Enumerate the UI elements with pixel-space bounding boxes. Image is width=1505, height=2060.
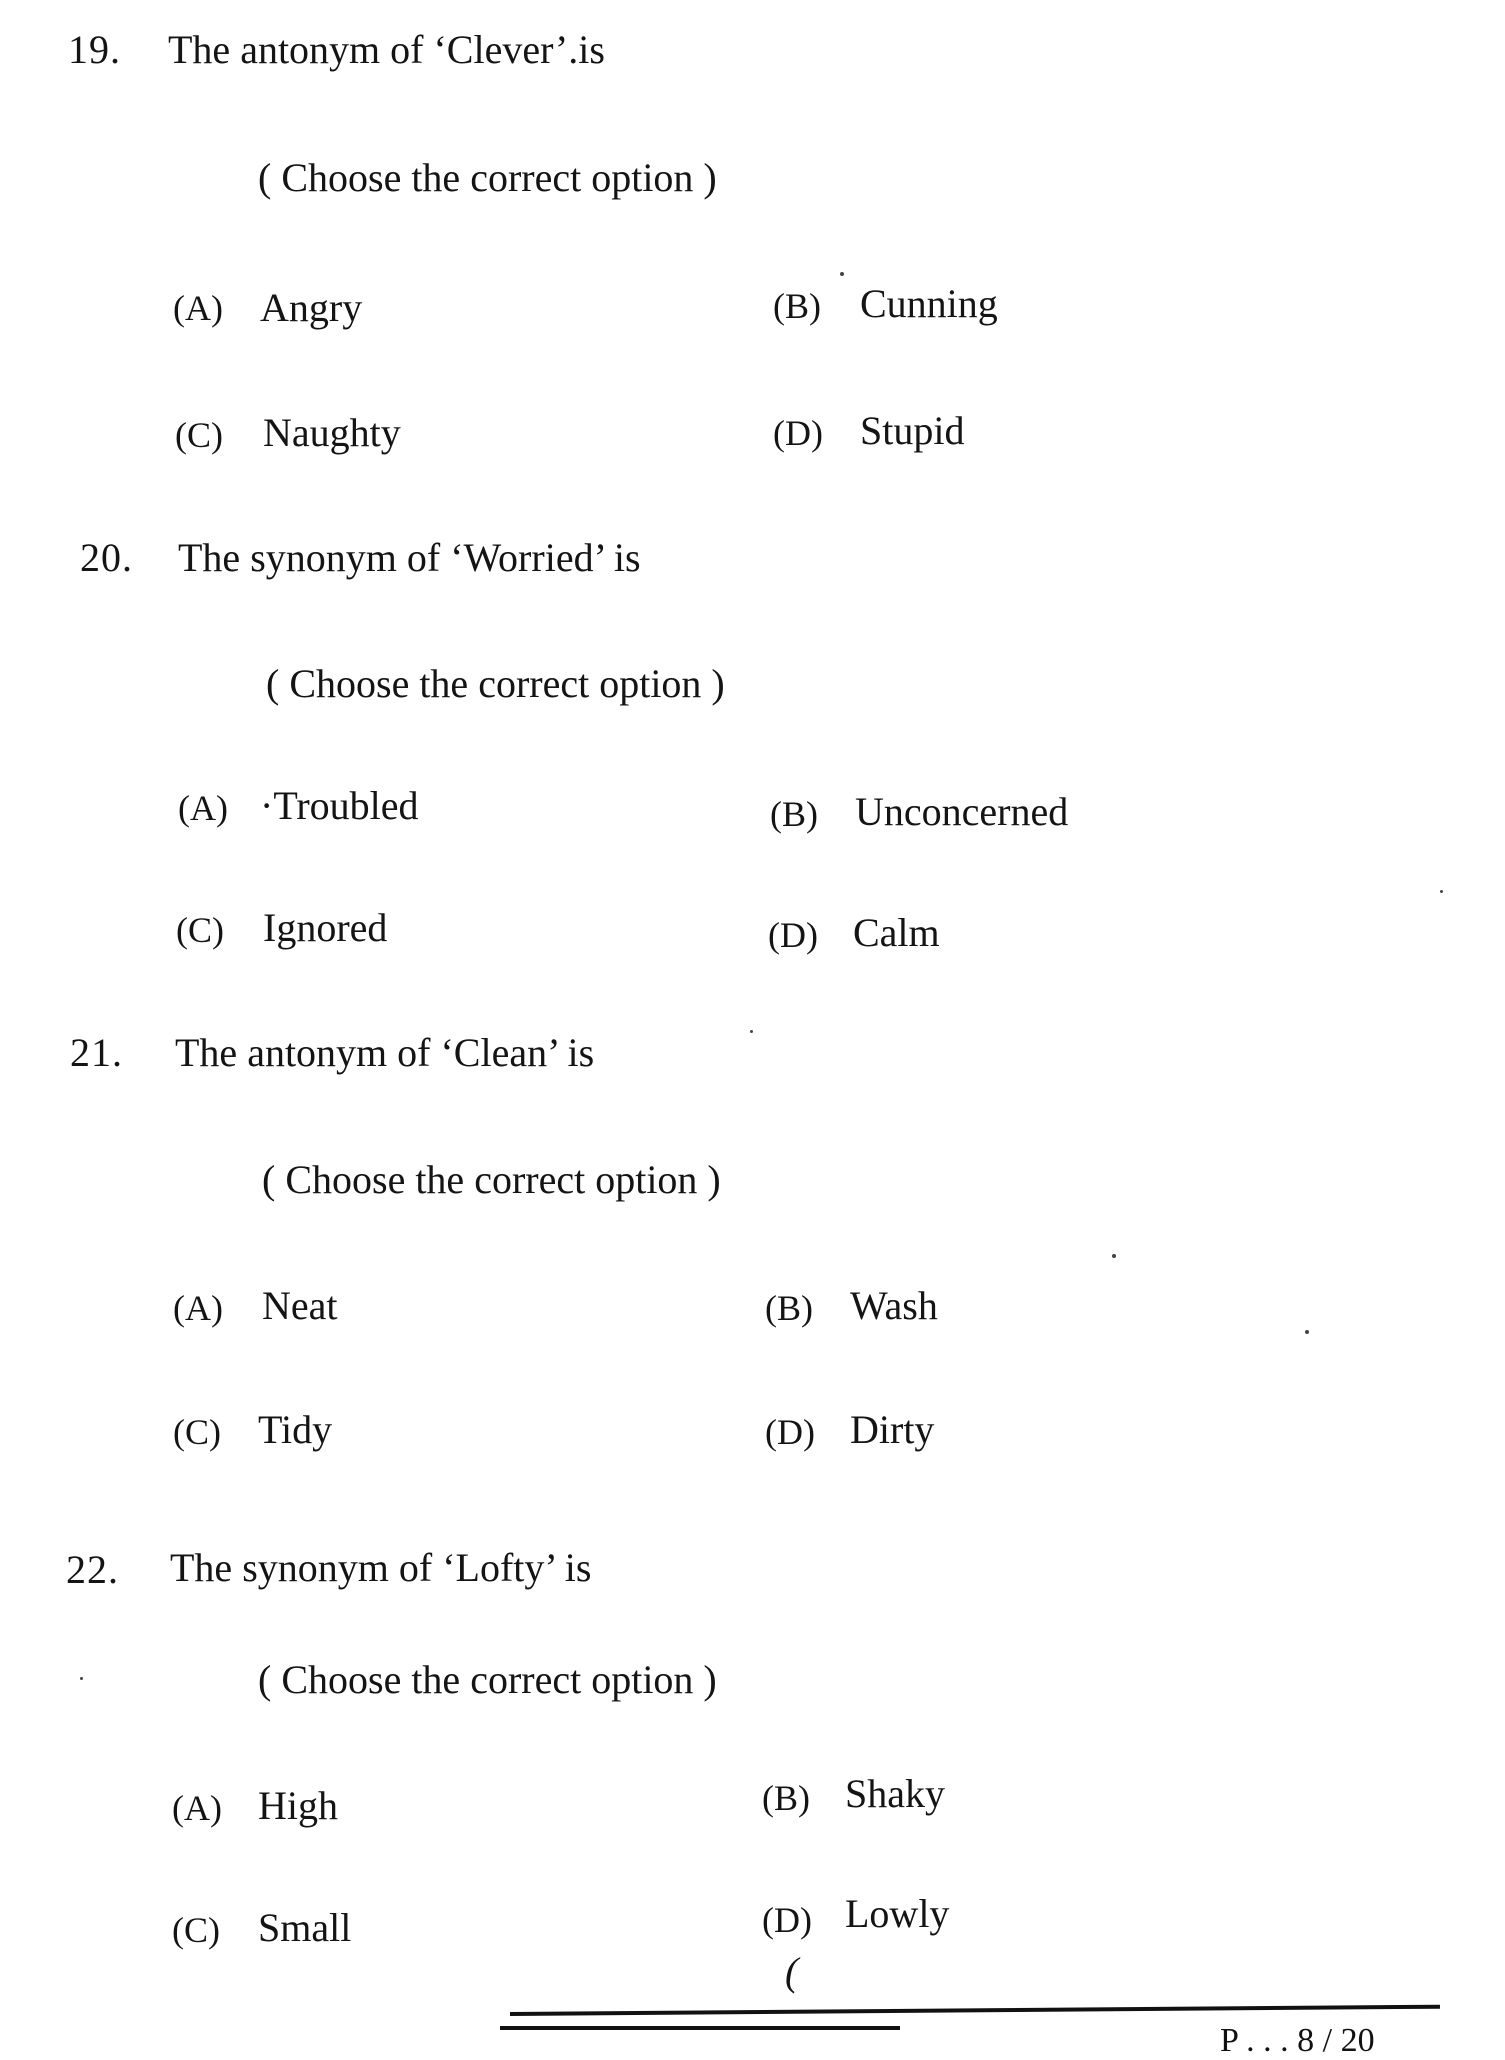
question-number: 21. — [70, 1030, 123, 1075]
option-label: (A) — [173, 1288, 223, 1328]
question-text: The antonym of ‘Clever’.is — [168, 27, 605, 72]
option-text: Angry — [260, 285, 363, 330]
question-text: The antonym of ‘Clean’ is — [175, 1030, 595, 1075]
option-text: Ignored — [263, 905, 388, 950]
option-text: Cunning — [860, 281, 998, 326]
option-label: (C) — [173, 1412, 221, 1452]
scan-speck — [840, 272, 844, 276]
question-number: 22. — [66, 1547, 119, 1592]
option-label: (A) — [173, 288, 223, 328]
option-text: Wash — [850, 1283, 938, 1328]
scan-speck — [1440, 890, 1443, 893]
handwritten-mark: ( — [785, 1949, 799, 1994]
scan-speck — [1112, 1254, 1116, 1258]
option-text: Stupid — [860, 408, 965, 453]
page-number: P . . . 8 / 20 — [1220, 2022, 1375, 2059]
option-label: (B) — [773, 286, 821, 326]
scan-speck — [750, 1030, 753, 1033]
question-number: 20. — [80, 535, 133, 580]
option-text: High — [258, 1783, 338, 1828]
option-text: Lowly — [845, 1891, 950, 1936]
instruction-text: ( Choose the correct option ) — [266, 661, 725, 706]
option-label: (D) — [773, 413, 823, 453]
option-text: Naughty — [263, 410, 401, 455]
instruction-text: ( Choose the correct option ) — [262, 1157, 721, 1202]
option-text: Neat — [262, 1283, 338, 1328]
footer-rule — [510, 2005, 1440, 2016]
option-text: ·Troubled — [260, 783, 419, 828]
footer-rule-lower — [500, 2026, 900, 2030]
option-label: (B) — [762, 1778, 810, 1818]
question-text: The synonym of ‘Worried’ is — [178, 535, 641, 580]
option-label: (C) — [172, 1910, 220, 1950]
option-label: (D) — [765, 1412, 815, 1452]
instruction-text: ( Choose the correct option ) — [258, 155, 717, 200]
question-number: 19. — [68, 27, 121, 72]
question-text: The synonym of ‘Lofty’ is — [170, 1545, 592, 1590]
option-label: (C) — [175, 415, 223, 455]
scan-speck — [1305, 1330, 1309, 1334]
option-text: Small — [258, 1905, 352, 1950]
option-label: (D) — [768, 915, 818, 955]
option-text: Dirty — [850, 1407, 935, 1452]
option-label: (B) — [765, 1288, 813, 1328]
option-label: (B) — [770, 794, 818, 834]
option-text: Tidy — [258, 1407, 333, 1452]
option-label: (C) — [176, 910, 224, 950]
option-text: Shaky — [845, 1771, 945, 1816]
option-text: Calm — [853, 910, 940, 955]
instruction-text: ( Choose the correct option ) — [258, 1657, 717, 1702]
option-label: (D) — [762, 1900, 812, 1940]
scan-speck — [80, 1677, 83, 1680]
option-label: (A) — [172, 1788, 222, 1828]
option-text: Unconcerned — [855, 789, 1069, 834]
option-label: (A) — [178, 788, 228, 828]
